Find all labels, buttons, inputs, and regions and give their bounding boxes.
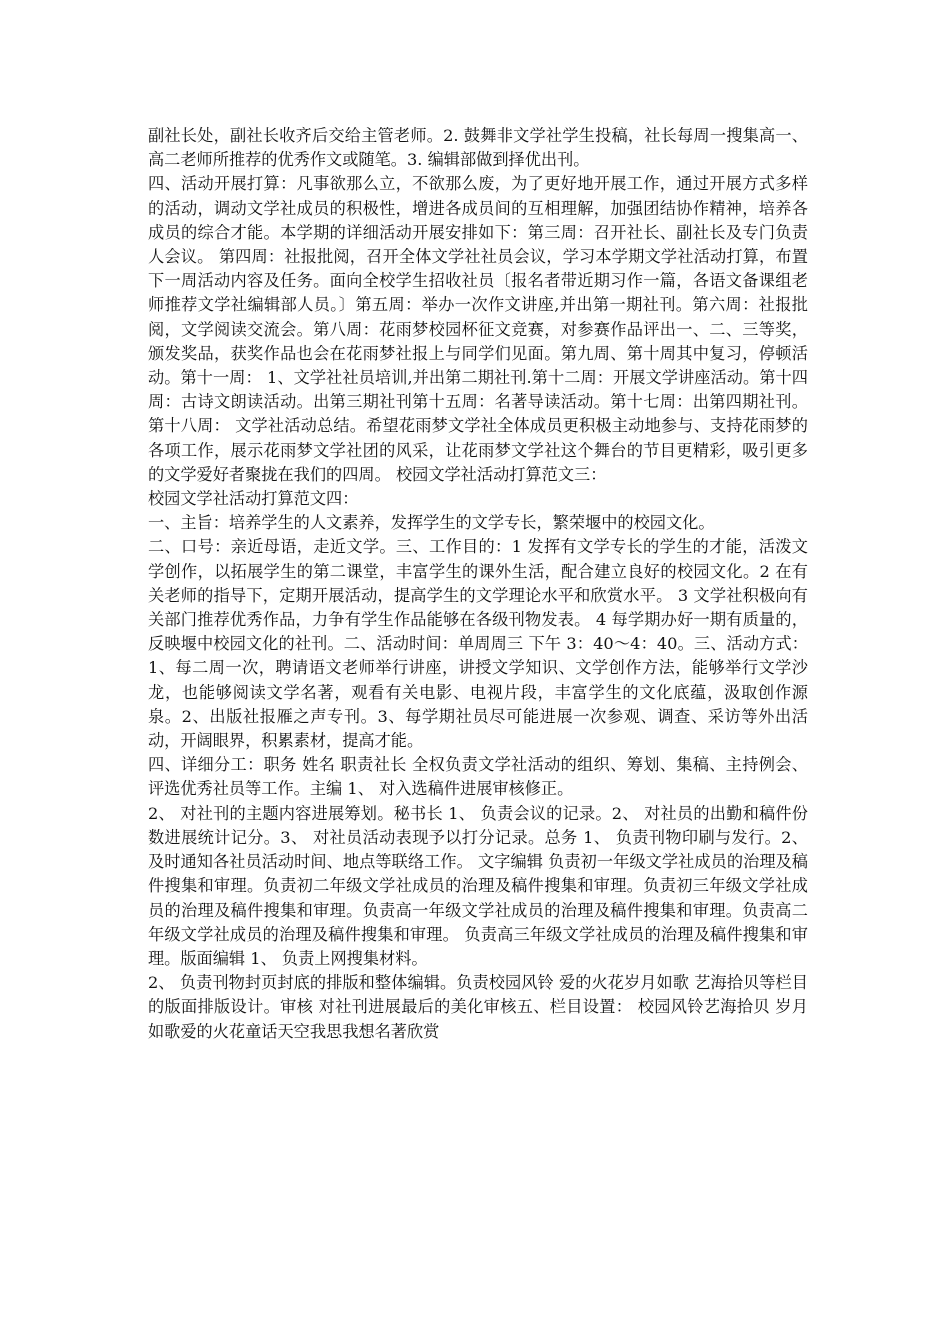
document-body: [148, 124, 808, 1044]
paragraph-activity-plan: 四、活动开展打算：凡事欲那么立，不欲那么废，为了更好地开展工作，通过开展方式多样的活动，调动文学社成员的积极性，增进各成员间的互相理解，加强团结协作精神，培养各成员的综合才能。本学期的详细活动开展安排如下：第三周：召开社长、副社长及专门负责人会议。 第四周：社报批阅，召开全体文学社社员会议，学习本学期文学社活动打算，布置下一周活动内容及任务。面向全校学生招收社员〔报名者带近期习作一篇，各语文备课组老师推荐文学社编辑部人员。〕第五周：举办一次作文讲座,并出第一期社刊。第六周：社报批阅，文学阅读交流会。第八周：花雨梦校园杯征文竞赛，对参赛作品评出一、二、三等奖，颁发奖品，获奖作品也会在花雨梦社报上与同学们见面。第九周、第十周其中复习，停顿活动。第十一周： 1、文学社社员培训,并出第二期社刊.第十二周：开展文学讲座活动。第十四周：古诗文朗读活动。出第三期社刊第十五周：名著导读活动。第十七周：出第四期社刊。第十八周： 文学社活动总结。希望花雨梦文学社全体成员更积极主动地参与、支持花雨梦的各项工作，展示花雨梦文学社团的风采，让花雨梦文学社这个舞台的节目更精彩，吸引更多的文学爱好者聚拢在我们的四周。 校园文学社活动打算范文三：: [148, 174, 808, 484]
paragraph-layout-columns: 2、 负责刊物封页封底的排版和整体编辑。负责校园风铃 爱的火花岁月如歌 艺海拾贝等栏目的版面排版设计。审核 对社刊进展最后的美化审核五、栏目设置： 校园风铃艺海拾贝 岁月如歌爱的火花童话天空我思我想名著欣赏: [148, 973, 808, 1041]
paragraph-slogan-goals: 二、口号：亲近母语，走近文学。三、工作目的：1 发挥有文学专长的学生的才能，活泼文学创作，以拓展学生的第二课堂，丰富学生的课外生活，配合建立良好的校园文化。2 在有关老师的指导下，定期开展活动，提高学生的文学理论水平和欣赏水平。 3 文学社积极向有关部门推荐优秀作品，力争有学生作品能够在各级刊物发表。 4 每学期办好一期有质量的，反映堰中校园文化的社刊。二、活动时间：单周周三 下午 3：40～4：40。三、活动方式：1、每二周一次，聘请语文老师举行讲座，讲授文学知识、文学创作方法，能够举行文学沙龙，也能够阅读文学名著，观看有关电影、电视片段，丰富学生的文化底蕴，汲取创作源泉。2、出版社报雁之声专刊。3、每学期社员尽可能进展一次参观、调查、采访等外出活动，开阔眼界，积累素材，提高才能。: [148, 537, 808, 751]
paragraph-purpose: 一、主旨：培养学生的人文素养，发挥学生的文学专长，繁荣堰中的校园文化。: [148, 513, 715, 533]
paragraph-editorial-process: 副社长处，副社长收齐后交给主管老师。2. 鼓舞非文学社学生投稿，社长每周一搜集高一、高二老师所推荐的优秀作文或随笔。3. 编辑部做到择优出刊。: [148, 126, 808, 170]
paragraph-division-of-labor: 四、详细分工：职务 姓名 职责社长 全权负责文学社活动的组织、筹划、集稿、主持例会、评选优秀社员等工作。主编 1、 对入选稿件进展审核修正。: [148, 755, 808, 799]
paragraph-roles-detail: 2、 对社刊的主题内容进展筹划。秘书长 1、 负责会议的记录。2、 对社员的出勤和稿件份数进展统计记分。3、 对社员活动表现予以打分记录。总务 1、 负责刊物印刷与发行。2、及时通知各社员活动时间、地点等联络工作。 文字编辑 负责初一年级文学社成员的治理及稿件搜集和审理。负责初二年级文学社成员的治理及稿件搜集和审理。负责初三年级文学社成员的治理及稿件搜集和审理。负责高一年级文学社成员的治理及稿件搜集和审理。负责高二年级文学社成员的治理及稿件搜集和审理。 负责高三年级文学社成员的治理及稿件搜集和审理。版面编辑 1、 负责上网搜集材料。: [148, 803, 808, 968]
paragraph-sample-four-heading: 校园文学社活动打算范文四：: [148, 489, 359, 509]
